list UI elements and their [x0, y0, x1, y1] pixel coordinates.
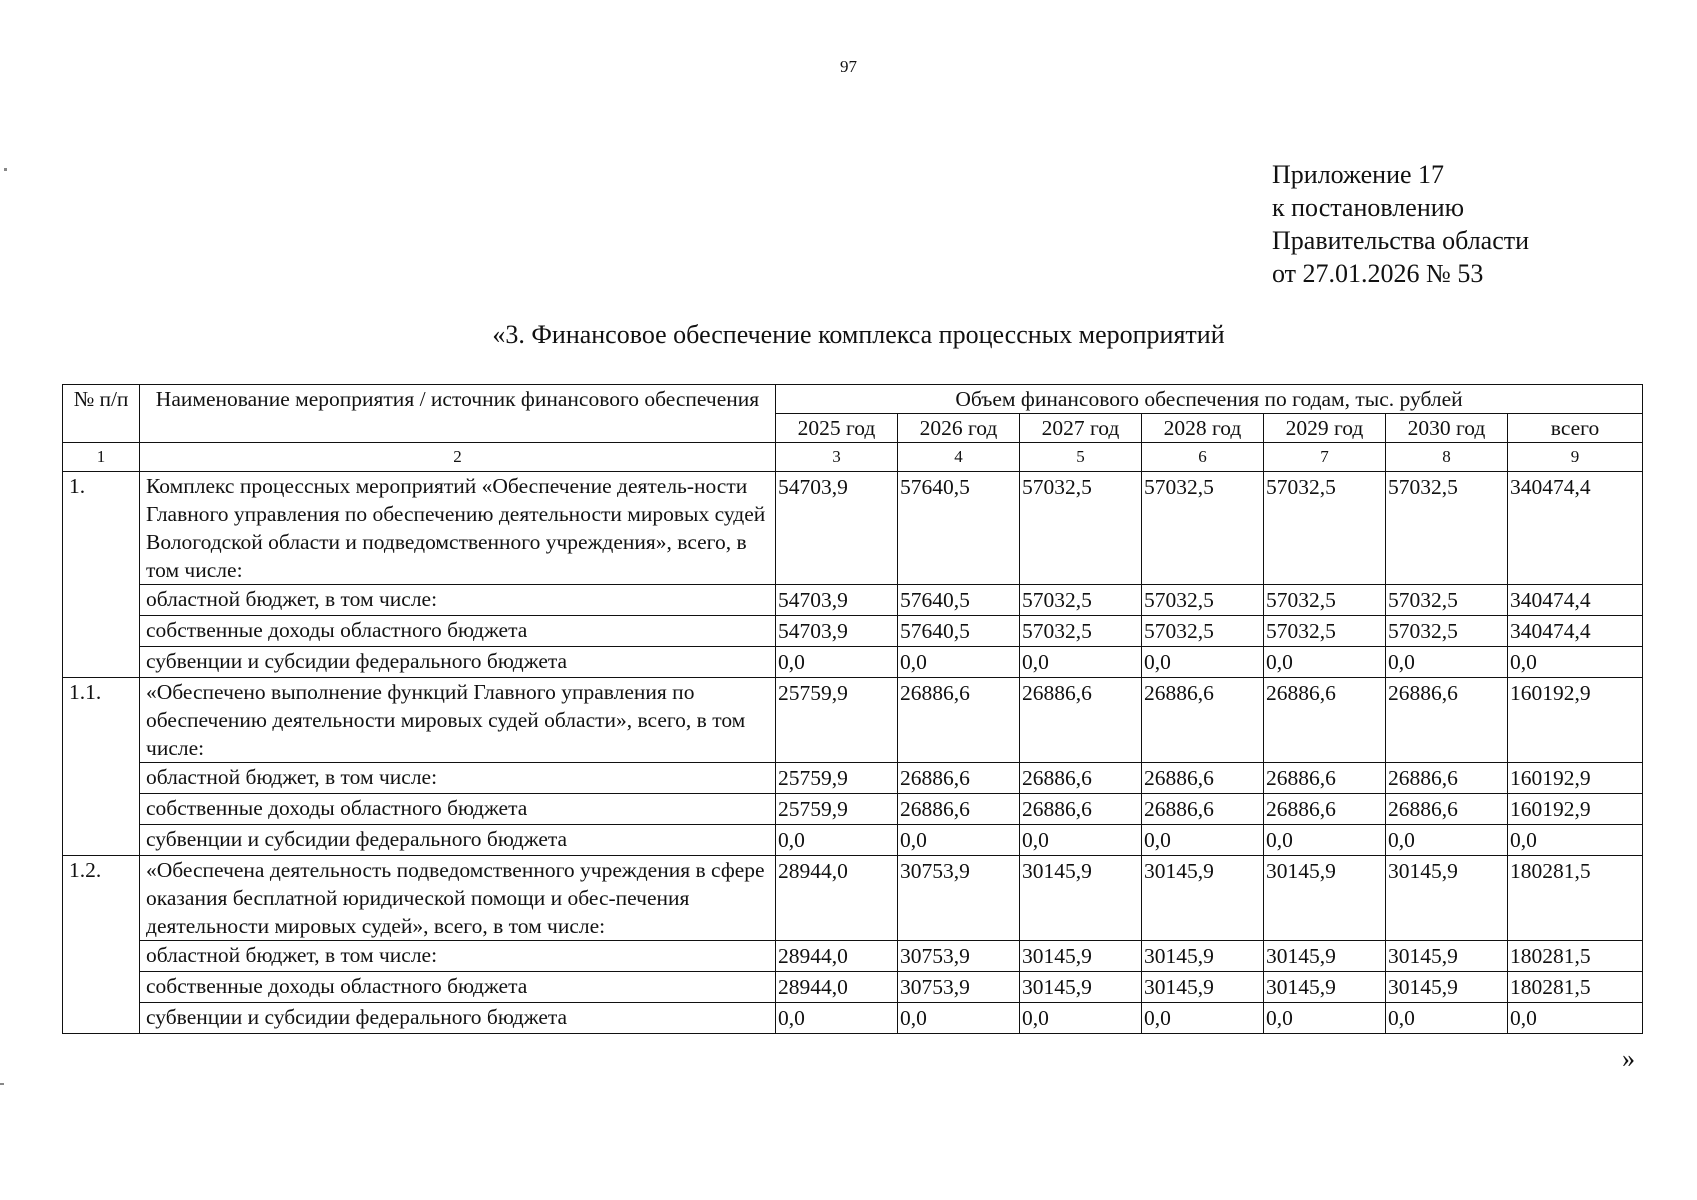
value-cell: 0,0: [1020, 647, 1142, 678]
header-name: Наименование мероприятия / источник финансового обеспечения: [140, 385, 776, 443]
value-cell: 30753,9: [898, 941, 1020, 972]
row-number: 1.2.: [63, 856, 140, 1034]
row-name: областной бюджет, в том числе:: [140, 941, 776, 972]
value-cell: 160192,9: [1508, 763, 1643, 794]
value-cell: 0,0: [1020, 1003, 1142, 1034]
column-index: 5: [1020, 443, 1142, 472]
value-cell: 28944,0: [776, 972, 898, 1003]
table-row: [63, 647, 1643, 678]
value-cell: 0,0: [898, 647, 1020, 678]
row-number: 1.1.: [63, 678, 140, 856]
value-cell: 54703,9: [776, 616, 898, 647]
value-cell: 57032,5: [1020, 585, 1142, 616]
table-row: [63, 825, 1643, 856]
value-cell: 26886,6: [1386, 794, 1508, 825]
appendix-line: от 27.01.2026 № 53: [1272, 259, 1484, 288]
value-cell: 0,0: [776, 647, 898, 678]
value-cell: 26886,6: [898, 678, 1020, 763]
value-cell: 26886,6: [1264, 678, 1386, 763]
value-cell: 25759,9: [776, 794, 898, 825]
table-row: [63, 794, 1643, 825]
scan-mark: [0, 1083, 4, 1085]
value-cell: 28944,0: [776, 856, 898, 941]
row-name: собственные доходы областного бюджета: [140, 616, 776, 647]
value-cell: 340474,4: [1508, 616, 1643, 647]
column-index: 8: [1386, 443, 1508, 472]
value-cell: 30145,9: [1264, 856, 1386, 941]
table-row: [63, 616, 1643, 647]
value-cell: 25759,9: [776, 678, 898, 763]
value-cell: 57032,5: [1264, 585, 1386, 616]
value-cell: 0,0: [1264, 647, 1386, 678]
appendix-block: [1272, 158, 1529, 290]
value-cell: 26886,6: [1264, 763, 1386, 794]
value-cell: 0,0: [1264, 825, 1386, 856]
financing-table: [62, 384, 1643, 1034]
column-index: 3: [776, 443, 898, 472]
column-index: 6: [1142, 443, 1264, 472]
appendix-line: к постановлению: [1272, 193, 1465, 222]
row-name: субвенции и субсидии федерального бюджета: [140, 1003, 776, 1034]
value-cell: 0,0: [1020, 825, 1142, 856]
table-row: [63, 678, 1643, 763]
value-cell: 0,0: [1508, 825, 1643, 856]
value-cell: 180281,5: [1508, 856, 1643, 941]
header-year: 2030 год: [1386, 414, 1508, 443]
value-cell: 26886,6: [898, 763, 1020, 794]
table-row: [63, 1003, 1643, 1034]
value-cell: 30145,9: [1386, 941, 1508, 972]
value-cell: 30753,9: [898, 856, 1020, 941]
page-number: 97: [840, 57, 857, 76]
index-row: [63, 443, 1643, 472]
header-year: 2029 год: [1264, 414, 1386, 443]
value-cell: 26886,6: [1142, 678, 1264, 763]
header-num: № п/п: [63, 385, 140, 443]
value-cell: 57032,5: [1386, 616, 1508, 647]
value-cell: 57032,5: [1142, 472, 1264, 585]
row-number: 1.: [63, 472, 140, 678]
header-year: 2025 год: [776, 414, 898, 443]
column-index: 9: [1508, 443, 1643, 472]
value-cell: 26886,6: [1264, 794, 1386, 825]
value-cell: 0,0: [1386, 825, 1508, 856]
closing-quote: »: [1622, 1044, 1635, 1073]
header-year: всего: [1508, 414, 1643, 443]
row-name: собственные доходы областного бюджета: [140, 972, 776, 1003]
value-cell: 0,0: [776, 825, 898, 856]
value-cell: 54703,9: [776, 585, 898, 616]
value-cell: 57640,5: [898, 472, 1020, 585]
column-index: 2: [140, 443, 776, 472]
value-cell: 30145,9: [1386, 856, 1508, 941]
row-name: областной бюджет, в том числе:: [140, 763, 776, 794]
value-cell: 26886,6: [1142, 763, 1264, 794]
value-cell: 180281,5: [1508, 941, 1643, 972]
row-name: субвенции и субсидии федерального бюджета: [140, 825, 776, 856]
table-row: [63, 941, 1643, 972]
value-cell: 0,0: [1386, 647, 1508, 678]
value-cell: 54703,9: [776, 472, 898, 585]
value-cell: 340474,4: [1508, 585, 1643, 616]
table-row: [63, 856, 1643, 941]
value-cell: 30145,9: [1142, 856, 1264, 941]
value-cell: 30145,9: [1264, 941, 1386, 972]
value-cell: 57032,5: [1142, 616, 1264, 647]
column-index: 4: [898, 443, 1020, 472]
value-cell: 30145,9: [1020, 941, 1142, 972]
value-cell: 26886,6: [1386, 763, 1508, 794]
value-cell: 0,0: [1142, 647, 1264, 678]
value-cell: 0,0: [1508, 647, 1643, 678]
header-year: 2027 год: [1020, 414, 1142, 443]
row-name: Комплекс процессных мероприятий «Обеспечение деятель-ности Главного управления по обеспечению деятельности мировых судей Вологодской области и подведомственного учреждения», всего, в том числе:: [140, 472, 776, 585]
value-cell: 0,0: [1264, 1003, 1386, 1034]
value-cell: 30145,9: [1264, 972, 1386, 1003]
value-cell: 26886,6: [1386, 678, 1508, 763]
value-cell: 30753,9: [898, 972, 1020, 1003]
value-cell: 0,0: [1142, 1003, 1264, 1034]
value-cell: 57640,5: [898, 585, 1020, 616]
value-cell: 57032,5: [1142, 585, 1264, 616]
value-cell: 57032,5: [1386, 585, 1508, 616]
column-index: 1: [63, 443, 140, 472]
value-cell: 26886,6: [1142, 794, 1264, 825]
header-volume: Объем финансового обеспечения по годам, тыс. рублей: [776, 385, 1643, 414]
table-row: [63, 585, 1643, 616]
value-cell: 57640,5: [898, 616, 1020, 647]
row-name: «Обеспечена деятельность подведомственного учреждения в сфере оказания бесплатной юридической помощи и обес-печения деятельности мировых судей», всего, в том числе:: [140, 856, 776, 941]
value-cell: 30145,9: [1142, 941, 1264, 972]
row-name: субвенции и субсидии федерального бюджета: [140, 647, 776, 678]
value-cell: 26886,6: [1020, 678, 1142, 763]
value-cell: 0,0: [776, 1003, 898, 1034]
value-cell: 0,0: [1508, 1003, 1643, 1034]
value-cell: 57032,5: [1020, 616, 1142, 647]
column-index: 7: [1264, 443, 1386, 472]
value-cell: 180281,5: [1508, 972, 1643, 1003]
header-year: 2028 год: [1142, 414, 1264, 443]
value-cell: 25759,9: [776, 763, 898, 794]
scan-mark: [4, 168, 7, 171]
appendix-line: Приложение 17: [1272, 160, 1445, 189]
value-cell: 0,0: [1142, 825, 1264, 856]
value-cell: 57032,5: [1264, 472, 1386, 585]
value-cell: 0,0: [898, 825, 1020, 856]
value-cell: 160192,9: [1508, 794, 1643, 825]
value-cell: 57032,5: [1264, 616, 1386, 647]
value-cell: 30145,9: [1020, 856, 1142, 941]
value-cell: 30145,9: [1142, 972, 1264, 1003]
table-row: [63, 972, 1643, 1003]
row-name: собственные доходы областного бюджета: [140, 794, 776, 825]
document-title: «3. Финансовое обеспечение комплекса процессных мероприятий: [492, 320, 1225, 349]
value-cell: 26886,6: [898, 794, 1020, 825]
row-name: «Обеспечено выполнение функций Главного управления по обеспечению деятельности мировых судей области», всего, в том числе:: [140, 678, 776, 763]
value-cell: 160192,9: [1508, 678, 1643, 763]
value-cell: 26886,6: [1020, 763, 1142, 794]
header-year: 2026 год: [898, 414, 1020, 443]
value-cell: 30145,9: [1020, 972, 1142, 1003]
value-cell: 57032,5: [1020, 472, 1142, 585]
value-cell: 0,0: [898, 1003, 1020, 1034]
table-row: [63, 763, 1643, 794]
table-row: [63, 472, 1643, 585]
value-cell: 26886,6: [1020, 794, 1142, 825]
row-name: областной бюджет, в том числе:: [140, 585, 776, 616]
appendix-line: Правительства области: [1272, 226, 1530, 255]
value-cell: 28944,0: [776, 941, 898, 972]
value-cell: 0,0: [1386, 1003, 1508, 1034]
value-cell: 57032,5: [1386, 472, 1508, 585]
value-cell: 30145,9: [1386, 972, 1508, 1003]
value-cell: 340474,4: [1508, 472, 1643, 585]
